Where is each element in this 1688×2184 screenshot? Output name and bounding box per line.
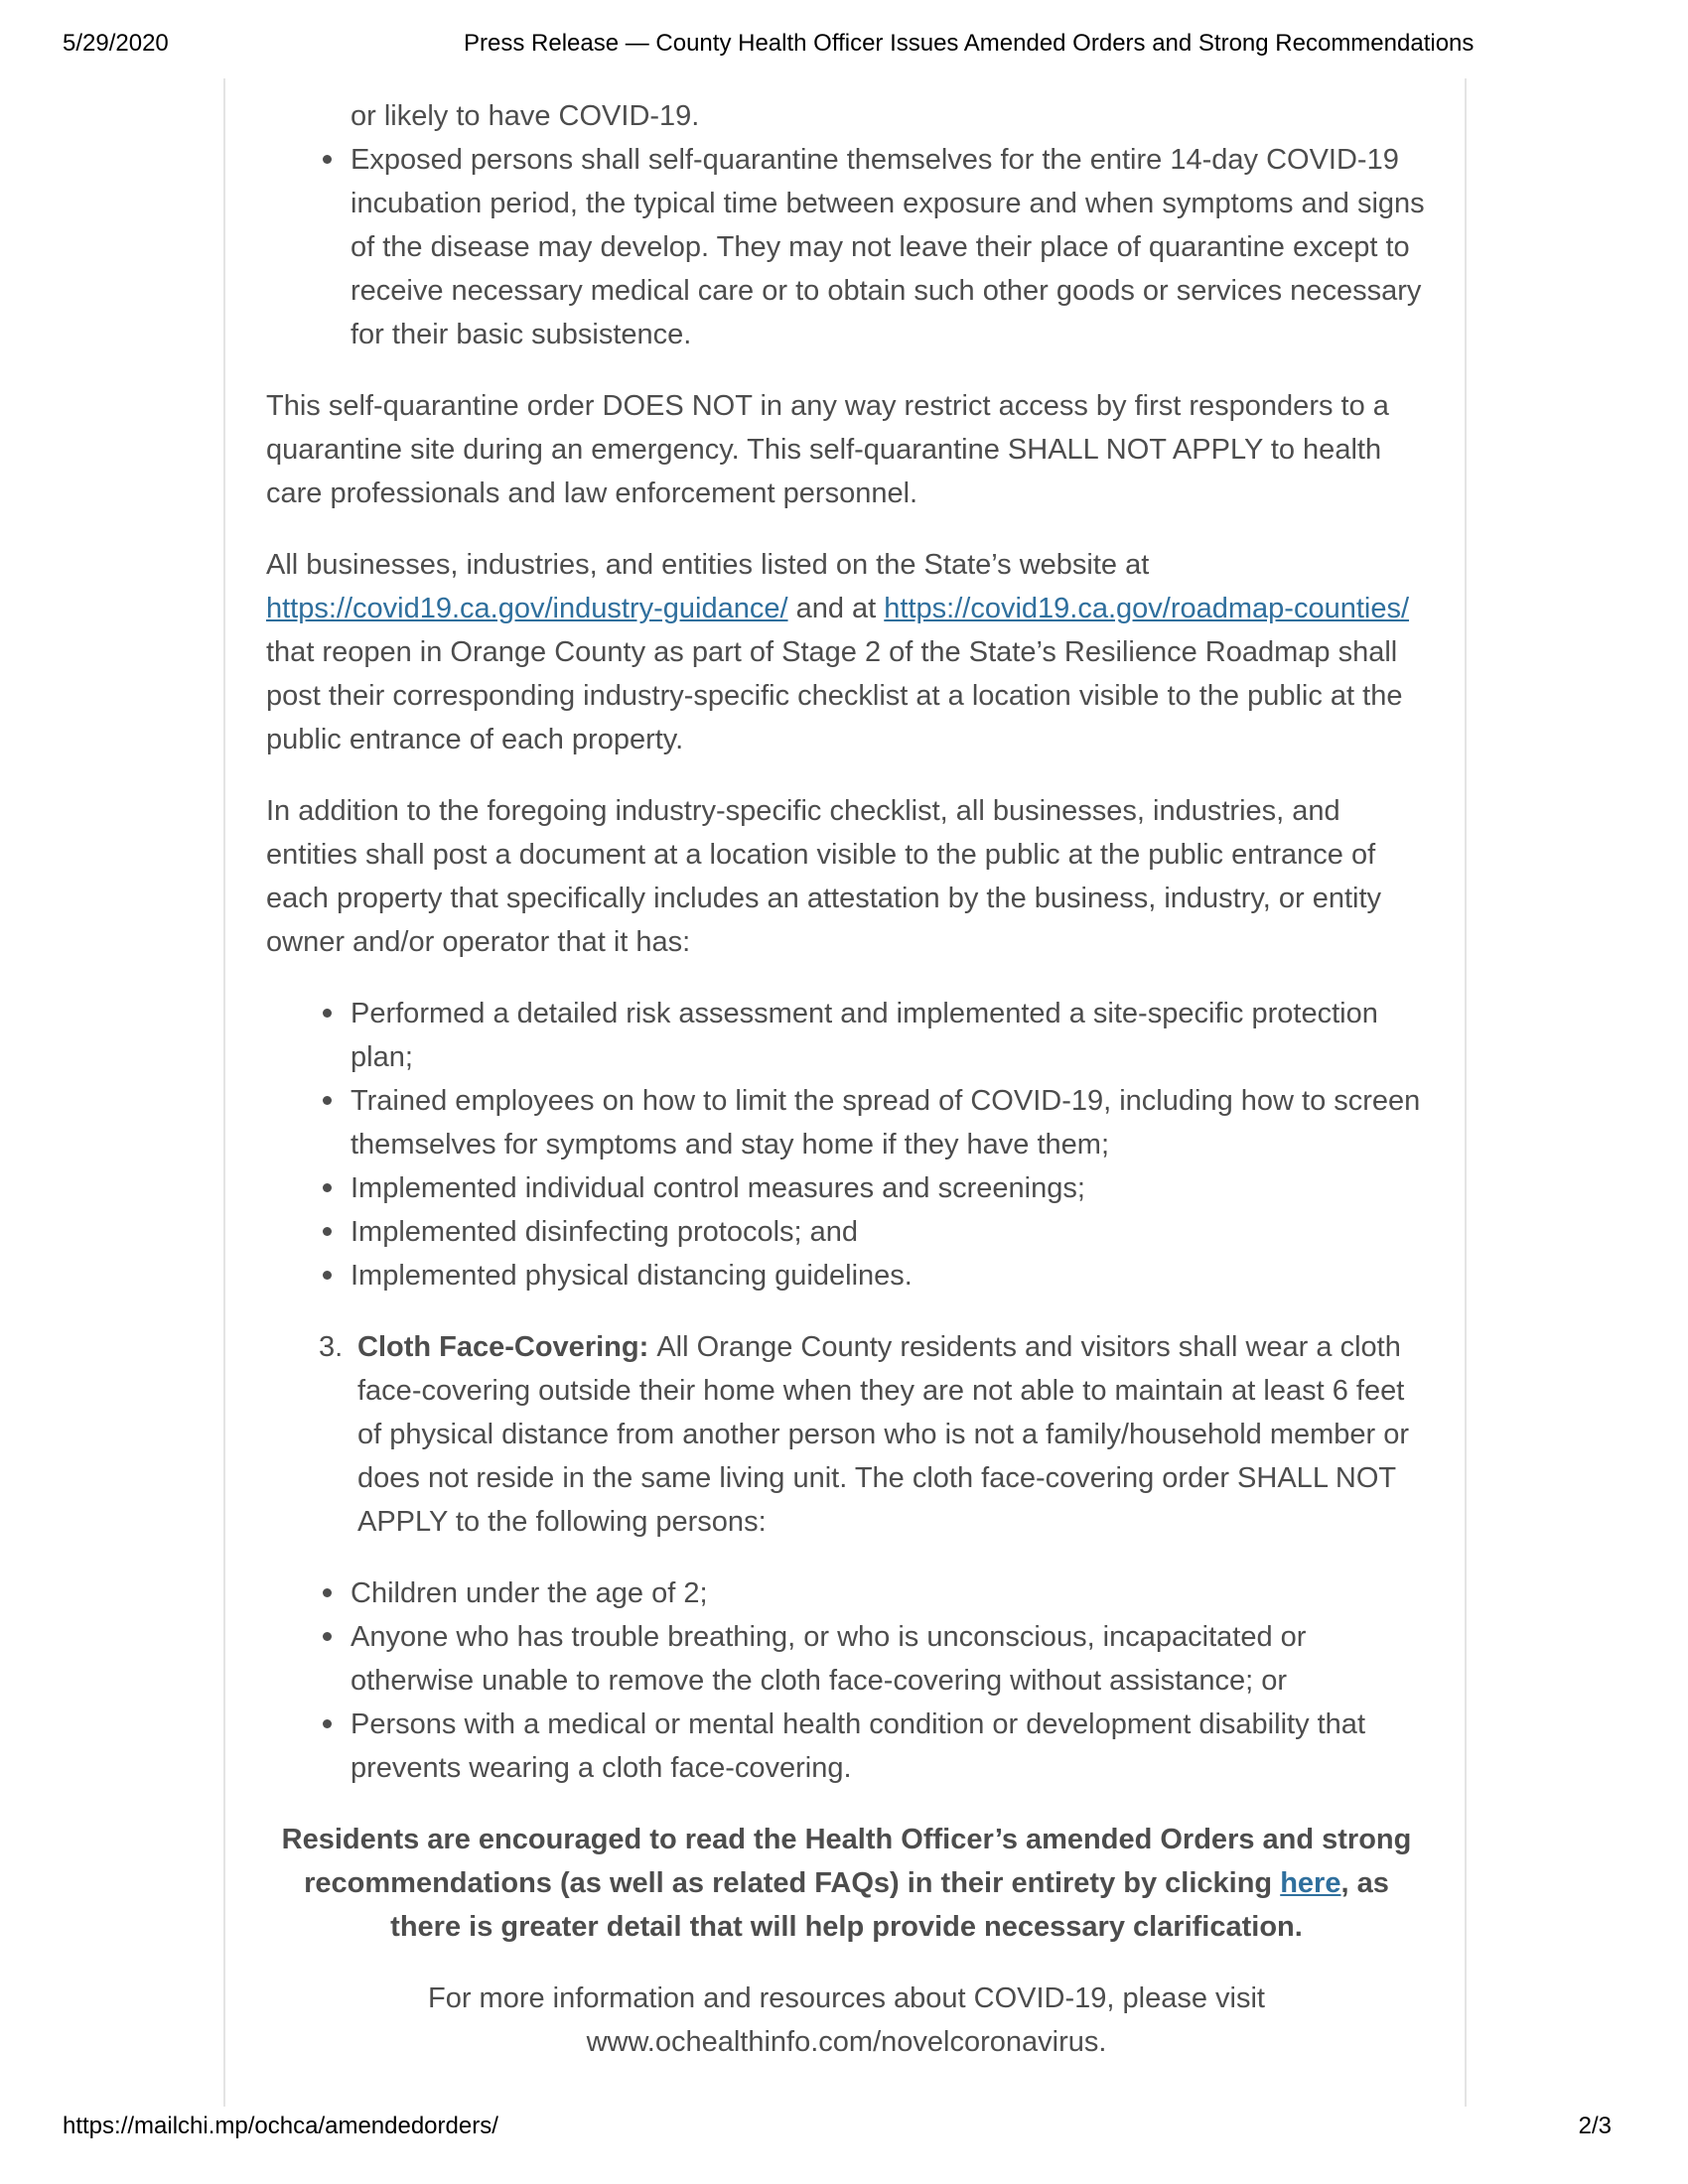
list-item: Implemented physical distancing guidelines. — [266, 1254, 1427, 1297]
paragraph-more-info: For more information and resources about COVID-19, please visit www.ochealthinfo.com/novelcoronavirus. — [428, 1982, 1265, 2058]
email-body-container — [223, 78, 1467, 2107]
bullet-list-exemptions — [266, 1571, 1427, 1790]
list-item: Persons with a medical or mental health condition or development disability that prevents wearing a cloth face-covering. — [266, 1703, 1427, 1790]
here-link[interactable]: here — [1280, 1867, 1341, 1899]
print-footer-url: https://mailchi.mp/ochca/amendedorders/ — [63, 2113, 498, 2139]
text-segment: that reopen in Orange County as part of Stage 2 of the State’s Resilience Roadmap shall post their corresponding industry-specific checklist at a location visible to the public at the public entrance of each property. — [266, 636, 1403, 755]
page-number: 2/3 — [1578, 2113, 1612, 2139]
paragraph-attestation: In addition to the foregoing industry-specific checklist, all businesses, industries, and entities shall post a document at a location visible to the public at the public entrance of each property that specifically includes an attestation by the business, industry, or entity owner and/or operator that it has: — [266, 795, 1382, 958]
list-item-continuation: or likely to have COVID-19. — [351, 100, 700, 132]
list-item: Exposed persons shall self-quarantine themselves for the entire 14-day COVID-19 incubation period, the typical time between exposure and when symptoms and signs of the disease may develop. They may not leave their place of quarantine except to receive necessary medical care or to obtain such other goods or services necessary for their basic subsistence. — [266, 138, 1427, 356]
industry-guidance-link[interactable]: https://covid19.ca.gov/industry-guidance/ — [266, 593, 788, 624]
numbered-item-cloth-face-covering — [266, 1325, 1427, 1544]
list-item: Trained employees on how to limit the spread of COVID-19, including how to screen themselves for symptoms and stay home if they have them; — [266, 1079, 1427, 1166]
text-segment: All businesses, industries, and entities listed on the State’s website at — [266, 549, 1150, 581]
list-item: Anyone who has trouble breathing, or who is unconscious, incapacitated or otherwise unable to remove the cloth face-covering without assistance; or — [266, 1615, 1427, 1703]
list-item: Children under the age of 2; — [266, 1571, 1427, 1615]
bullet-list-attestation — [266, 992, 1427, 1297]
paragraph-residents-encouraged — [266, 1818, 1427, 1949]
paragraph-self-quarantine-order: This self-quarantine order DOES NOT in any way restrict access by first responders to a quarantine site during an emergency. This self-quarantine SHALL NOT APPLY to health care professionals and law enforcement personnel. — [266, 390, 1389, 509]
numbered-item-text — [357, 1331, 1409, 1538]
text-segment: , as there is greater detail that will help provide necessary clarification. — [390, 1867, 1389, 1943]
paragraph-businesses-checklist — [266, 543, 1427, 761]
roadmap-counties-link[interactable]: https://covid19.ca.gov/roadmap-counties/ — [884, 593, 1410, 624]
list-item: Performed a detailed risk assessment and implemented a site-specific protection plan; — [266, 992, 1427, 1079]
text-segment: and at — [787, 593, 885, 624]
text-segment: Residents are encouraged to read the Health Officer’s amended Orders and strong recommendations (as well as related FAQs) in their entirety by clicking — [281, 1824, 1412, 1899]
bullet-list-quarantine — [266, 94, 1427, 356]
print-footer — [63, 2113, 1612, 2140]
print-date: 5/29/2020 — [63, 30, 169, 57]
print-header-title: Press Release — County Health Officer Issues Amended Orders and Strong Recommendations — [464, 30, 1475, 57]
list-item: Implemented disinfecting protocols; and — [266, 1210, 1427, 1254]
list-item: Implemented individual control measures and screenings; — [266, 1166, 1427, 1210]
text-segment: All Orange County residents and visitors shall wear a cloth face-covering outside their home when they are not able to maintain at least 6 feet of physical distance from another person who is not a family/household member or does not reside in the same living unit. The cloth face-covering order SHALL NOT APPLY to the following persons: — [357, 1331, 1410, 1538]
text-segment: Cloth Face-Covering: — [357, 1331, 657, 1363]
list-number: 3. — [319, 1331, 344, 1363]
